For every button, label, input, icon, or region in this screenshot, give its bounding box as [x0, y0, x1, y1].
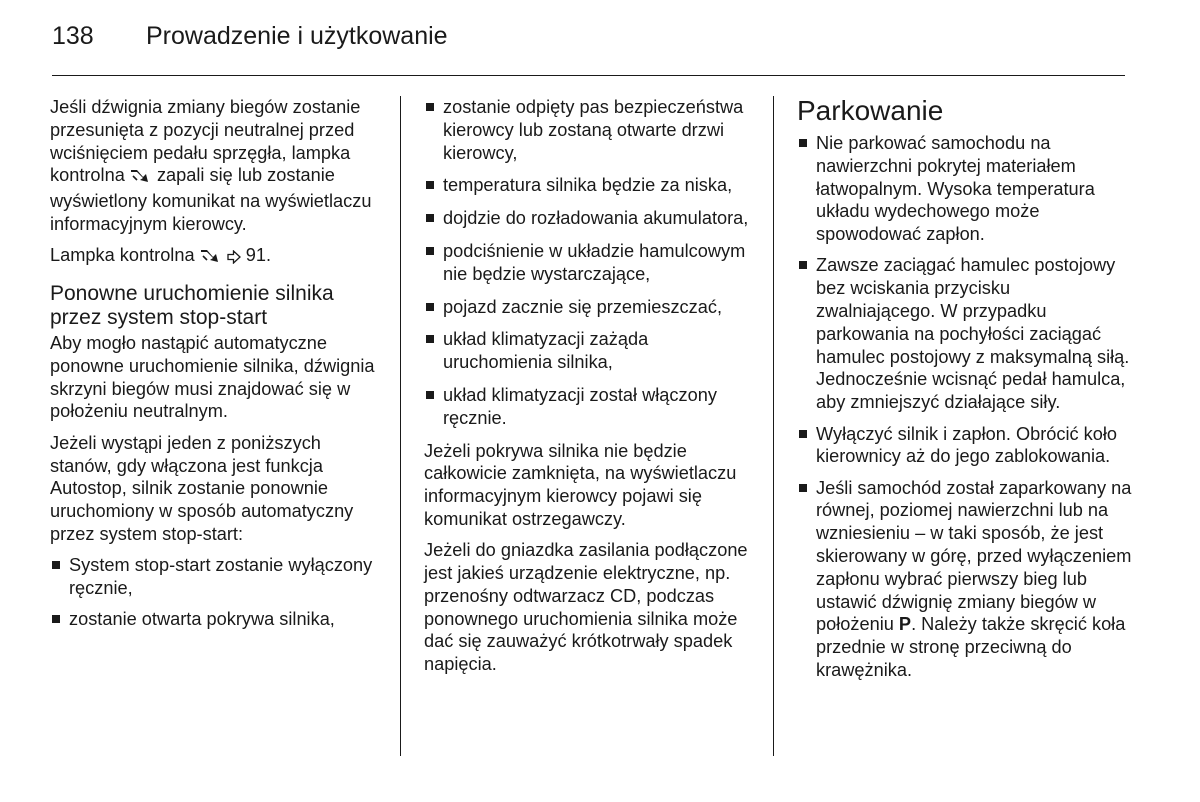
paragraph-restart-states: Jeżeli wystąpi jeden z poniższych stanów, gdy włączona jest funkcja Autostop, silnik zostanie ponownie uruchomiony w sposób automatyczny przez system stop-start:: [50, 432, 354, 544]
paragraph-clutch-warning: Jeśli dźwignia zmiany biegów zostanie przesunięta z pozycji neutralnej przed wciśnięciem pedału sprzęgła, lampka kontrolna zapali się lub zostanie wyświetlony komunikat na wyświetlaczu informacyjnym kierowcy.: [50, 97, 372, 234]
bullet-marker: [426, 303, 434, 311]
column-1: [50, 96, 380, 640]
section-heading-restart: Ponowne uruchomienie silnika przez system stop-start: [50, 282, 334, 330]
column-divider-2: [773, 96, 774, 756]
list-item: temperatura silnika będzie za niska,: [424, 174, 759, 197]
column-2: [424, 96, 759, 685]
list-item: Jeśli samochód został zaparkowany na równej, poziomej nawierzchni lub na wzniesieniu – w taki sposób, że jest skierowany w górę, przed wyłączeniem zapłonu wybrać pierwszy bieg lub ustawić dźwignię zmiany biegów w położeniu P. Należy także skręcić koła przednie w stronę przeciwną do krawężnika.: [797, 477, 1132, 682]
autostop-arrow-icon: [200, 247, 222, 270]
list-item: Zawsze zaciągać hamulec postojowy bez wciskania przycisku zwalniającego. W przypadku parkowania na pochyłości zaciągać hamulec postojowy z maksymalną siłą. Jednocześnie wcisnąć pedał hamulca, aby zmniejszyć działające siły.: [797, 254, 1132, 414]
column-divider-1: [400, 96, 401, 756]
bullet-marker: [426, 247, 434, 255]
list-item: System stop-start zostanie wyłączony ręcznie,: [50, 554, 380, 600]
page-title: Prowadzenie i użytkowanie: [146, 22, 448, 50]
list-item: dojdzie do rozładowania akumulatora,: [424, 207, 759, 230]
page-reference-arrow-icon[interactable]: [227, 247, 241, 270]
paragraph-indicator-reference: Lampka kontrolna 91.: [50, 244, 380, 270]
bullet-marker: [799, 484, 807, 492]
paragraph-restart-condition: Aby mogło nastąpić automatyczne ponowne uruchomienie silnika, dźwignia skrzyni biegów musi znajdować się w położeniu neutralnym.: [50, 333, 375, 422]
bullet-marker: [426, 214, 434, 222]
page-header: [52, 22, 448, 62]
list-item: układ klimatyzacji został włączony ręcznie.: [424, 384, 759, 430]
bullet-marker: [426, 103, 434, 111]
list-item: układ klimatyzacji zażąda uruchomienia silnika,: [424, 328, 759, 374]
autostop-arrow-icon: [130, 167, 152, 190]
column-3: [797, 96, 1132, 690]
bullet-marker: [799, 139, 807, 147]
list-item: zostanie otwarta pokrywa silnika,: [50, 608, 380, 631]
bullet-marker: [799, 430, 807, 438]
bullet-marker: [426, 391, 434, 399]
bullet-marker: [799, 261, 807, 269]
list-item: podciśnienie w układzie hamulcowym nie będzie wystarczające,: [424, 240, 759, 286]
bullet-marker: [52, 615, 60, 623]
paragraph-hood-warning: Jeżeli pokrywa silnika nie będzie całkowicie zamknięta, na wyświetlaczu informacyjnym kierowcy pojawi się komunikat ostrzegawczy.: [424, 440, 737, 529]
gear-position-p: P: [898, 614, 912, 635]
parking-instructions-list: [797, 132, 1132, 682]
bullet-marker: [52, 561, 60, 569]
bullet-marker: [426, 335, 434, 343]
paragraph-voltage-drop: Jeżeli do gniazdka zasilania podłączone jest jakieś urządzenie elektryczne, np. przenośny odtwarzacz CD, podczas ponownego uruchomienia silnika może dać się zauważyć krótkotrwały spadek napięcia.: [424, 540, 748, 675]
list-item: pojazd zacznie się przemieszczać,: [424, 296, 759, 319]
list-item: zostanie odpięty pas bezpieczeństwa kierowcy lub zostaną otwarte drzwi kierowcy,: [424, 96, 759, 164]
section-heading-parking: Parkowanie: [797, 95, 944, 126]
restart-conditions-list: [50, 554, 380, 631]
list-item: Nie parkować samochodu na nawierzchni pokrytej materiałem łatwopalnym. Wysoka temperatura układu wydechowego może spowodować zapłon.: [797, 132, 1132, 246]
page-reference-link[interactable]: 91.: [245, 245, 272, 266]
page-number: 138: [52, 22, 94, 50]
header-divider: [52, 75, 1125, 76]
restart-conditions-list-continued: [424, 96, 759, 430]
bullet-marker: [426, 181, 434, 189]
list-item: Wyłączyć silnik i zapłon. Obrócić koło kierownicy aż do jego zablokowania.: [797, 423, 1132, 469]
